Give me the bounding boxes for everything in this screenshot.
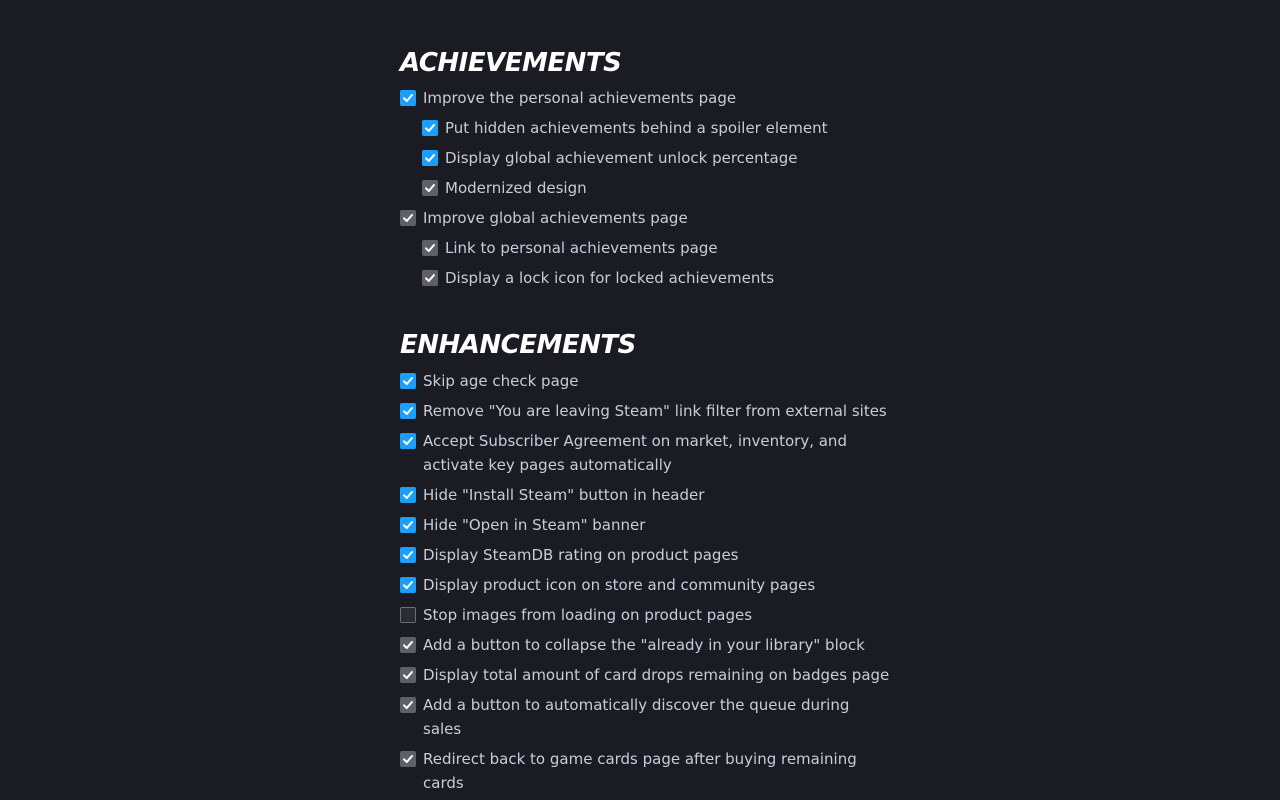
section-title: ENHANCEMENTS bbox=[400, 330, 636, 360]
option-label: Skip age check page bbox=[423, 372, 579, 390]
checkbox-checked[interactable] bbox=[400, 751, 416, 767]
checkbox-checked[interactable] bbox=[422, 150, 438, 166]
option-label: Add a button to automatically discover the queue during sales bbox=[423, 696, 850, 738]
option-label: Display total amount of card drops remaining on badges page bbox=[423, 666, 890, 684]
checkbox-checked[interactable] bbox=[400, 210, 416, 226]
option-item[interactable] bbox=[400, 143, 890, 173]
option-item[interactable] bbox=[400, 83, 890, 113]
option-item[interactable] bbox=[400, 690, 890, 744]
checkbox-checked[interactable] bbox=[400, 547, 416, 563]
checkmark-icon bbox=[424, 272, 436, 284]
option-item[interactable] bbox=[400, 233, 890, 263]
option-item[interactable] bbox=[400, 570, 890, 600]
option-label: Accept Subscriber Agreement on market, inventory, and activate key pages automatically bbox=[423, 432, 847, 474]
option-label: Improve global achievements page bbox=[423, 209, 688, 227]
option-label: Display SteamDB rating on product pages bbox=[423, 546, 739, 564]
option-item[interactable] bbox=[400, 660, 890, 690]
checkbox-checked[interactable] bbox=[422, 270, 438, 286]
checkmark-icon bbox=[402, 699, 414, 711]
checkmark-icon bbox=[402, 212, 414, 224]
checkbox-checked[interactable] bbox=[400, 403, 416, 419]
option-label: Hide "Open in Steam" banner bbox=[423, 516, 646, 534]
option-list bbox=[400, 83, 890, 293]
option-item[interactable] bbox=[400, 480, 890, 510]
option-label: Hide "Install Steam" button in header bbox=[423, 486, 705, 504]
option-label: Improve the personal achievements page bbox=[423, 89, 737, 107]
option-item[interactable] bbox=[400, 630, 890, 660]
option-item[interactable] bbox=[400, 203, 890, 233]
checkmark-icon bbox=[424, 182, 436, 194]
option-item[interactable] bbox=[400, 173, 890, 203]
checkbox-checked[interactable] bbox=[400, 433, 416, 449]
option-item[interactable] bbox=[400, 366, 890, 396]
option-list bbox=[400, 366, 890, 798]
checkbox-checked[interactable] bbox=[400, 487, 416, 503]
option-item[interactable] bbox=[400, 540, 890, 570]
checkmark-icon bbox=[402, 669, 414, 681]
checkbox-checked[interactable] bbox=[400, 637, 416, 653]
checkbox-unchecked[interactable] bbox=[400, 607, 416, 623]
option-label: Display global achievement unlock percentage bbox=[445, 149, 798, 167]
option-item[interactable] bbox=[400, 396, 890, 426]
checkbox-checked[interactable] bbox=[422, 240, 438, 256]
checkmark-icon bbox=[424, 152, 436, 164]
option-label: Remove "You are leaving Steam" link filter from external sites bbox=[423, 402, 887, 420]
options-content bbox=[400, 44, 890, 798]
option-item[interactable] bbox=[400, 426, 890, 480]
checkmark-icon bbox=[424, 122, 436, 134]
checkmark-icon bbox=[402, 489, 414, 501]
checkmark-icon bbox=[424, 242, 436, 254]
option-label: Modernized design bbox=[445, 179, 587, 197]
checkbox-checked[interactable] bbox=[400, 517, 416, 533]
option-label: Put hidden achievements behind a spoiler element bbox=[445, 119, 828, 137]
checkmark-icon bbox=[402, 579, 414, 591]
section-enhancements bbox=[400, 326, 890, 798]
checkbox-checked[interactable] bbox=[400, 90, 416, 106]
option-item[interactable] bbox=[400, 600, 890, 630]
section-title: ACHIEVEMENTS bbox=[400, 48, 622, 78]
checkbox-checked[interactable] bbox=[400, 697, 416, 713]
checkmark-icon bbox=[402, 519, 414, 531]
option-label: Link to personal achievements page bbox=[445, 239, 718, 257]
option-item[interactable] bbox=[400, 510, 890, 540]
checkmark-icon bbox=[402, 375, 414, 387]
option-label: Stop images from loading on product pages bbox=[423, 606, 753, 624]
checkmark-icon bbox=[402, 405, 414, 417]
option-item[interactable] bbox=[400, 113, 890, 143]
checkmark-icon bbox=[402, 639, 414, 651]
option-label: Display a lock icon for locked achievements bbox=[445, 269, 775, 287]
checkbox-checked[interactable] bbox=[400, 373, 416, 389]
checkbox-checked[interactable] bbox=[422, 180, 438, 196]
checkmark-icon bbox=[402, 549, 414, 561]
checkbox-checked[interactable] bbox=[422, 120, 438, 136]
checkmark-icon bbox=[402, 92, 414, 104]
checkmark-icon bbox=[402, 435, 414, 447]
option-label: Redirect back to game cards page after buying remaining cards bbox=[423, 750, 857, 792]
option-item[interactable] bbox=[400, 744, 890, 798]
section-achievements bbox=[400, 44, 890, 293]
option-label: Display product icon on store and community pages bbox=[423, 576, 816, 594]
checkbox-checked[interactable] bbox=[400, 667, 416, 683]
checkbox-checked[interactable] bbox=[400, 577, 416, 593]
option-label: Add a button to collapse the "already in your library" block bbox=[423, 636, 865, 654]
checkmark-icon bbox=[402, 753, 414, 765]
option-item[interactable] bbox=[400, 263, 890, 293]
